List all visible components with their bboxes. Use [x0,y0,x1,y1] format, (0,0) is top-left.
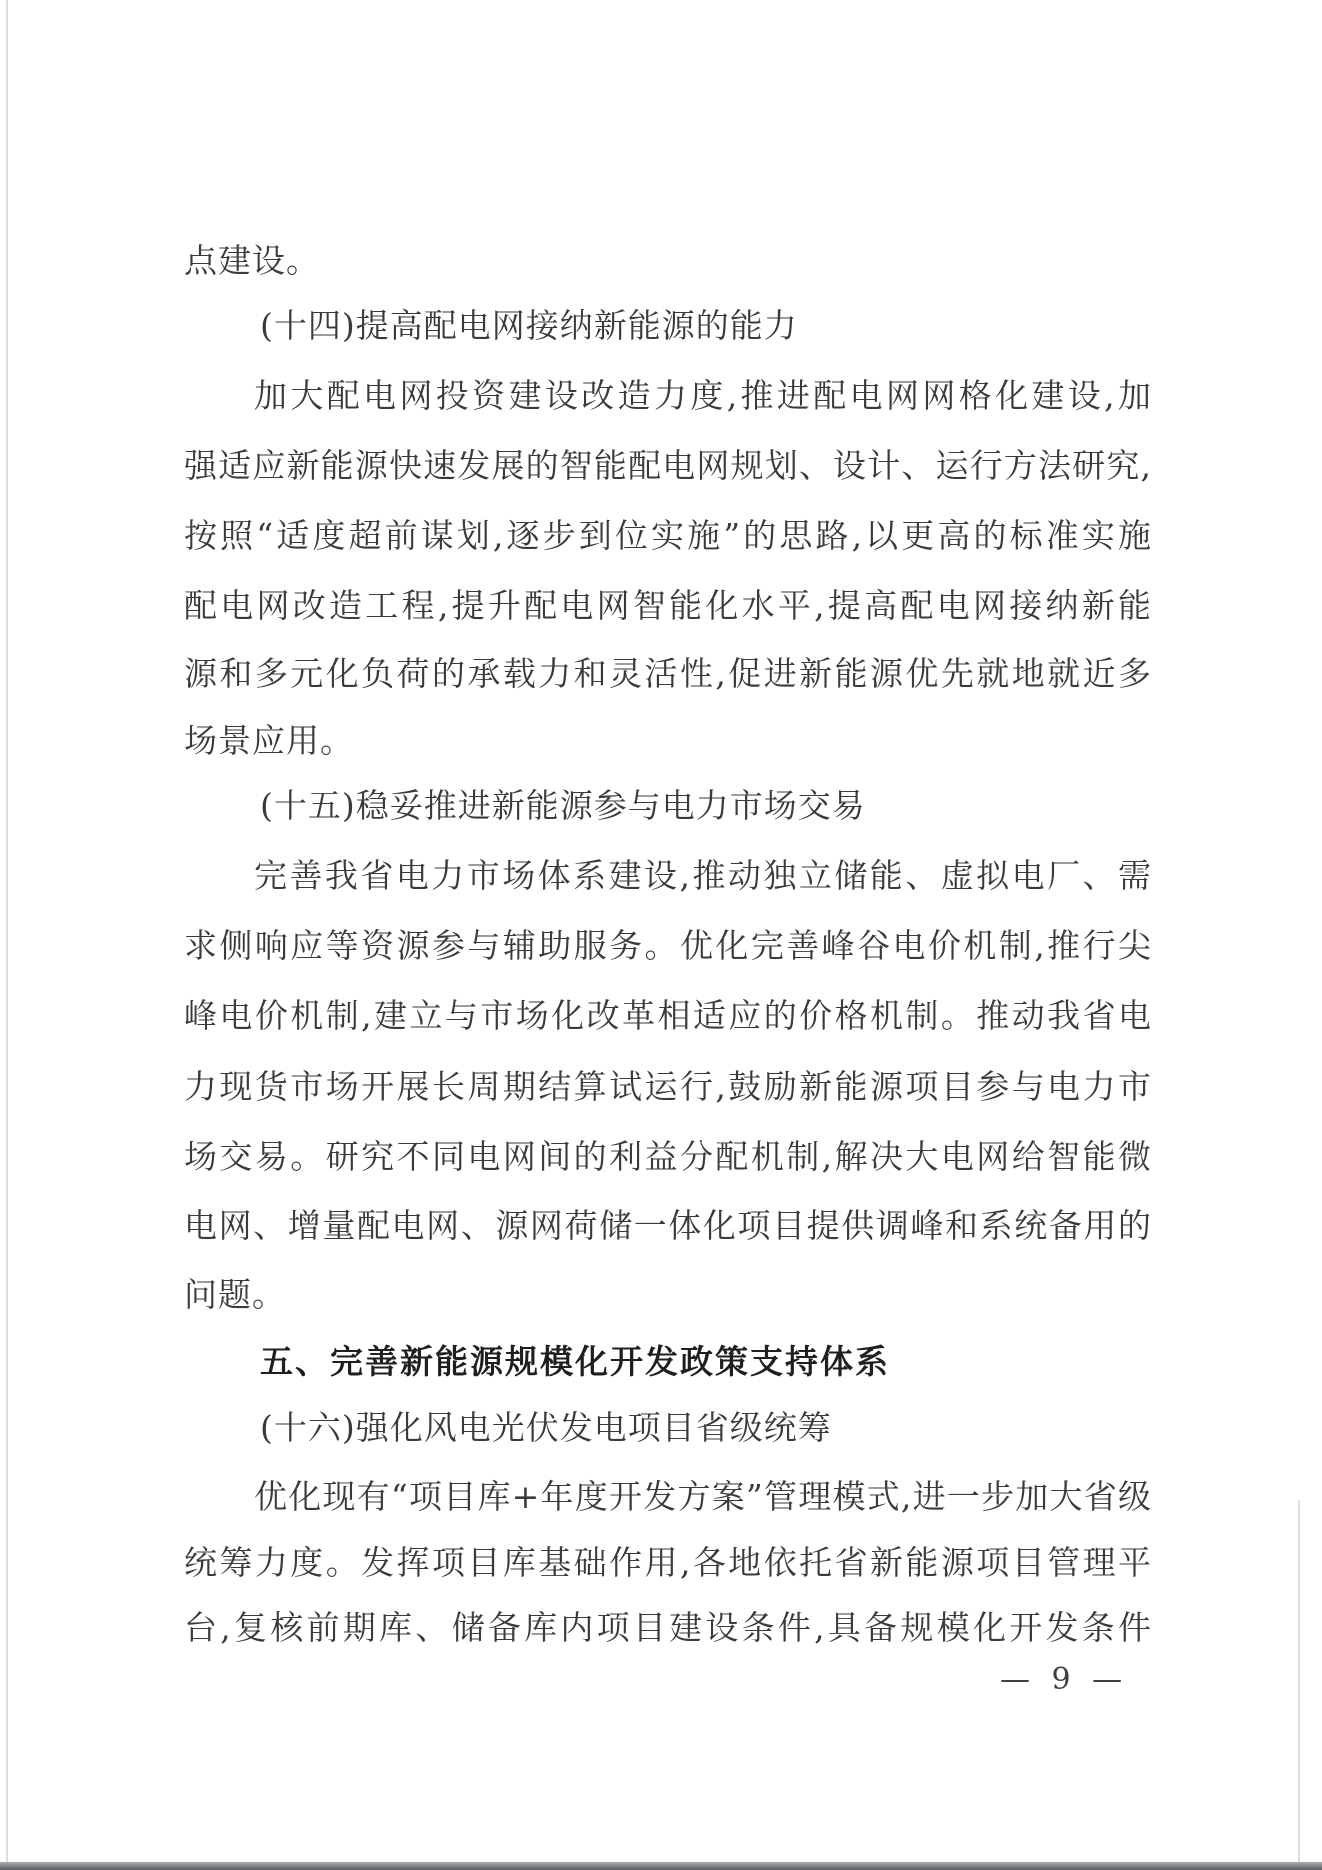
page-edge-right-artifact [1298,1500,1300,1862]
page-edge-left-artifact [6,0,8,1862]
doc-line: 完善我省电力市场体系建设,推动独立储能、虚拟电厂、需 [254,856,1152,895]
doc-line: 峰电价机制,建立与市场化改革相适应的价格机制。推动我省电 [184,996,1152,1035]
doc-line: 求侧响应等资源参与辅助服务。优化完善峰谷电价机制,推行尖 [184,926,1152,965]
doc-line: 统筹力度。发挥项目库基础作用,各地依托省新能源项目管理平 [184,1543,1152,1582]
doc-line: 场交易。研究不同电网间的利益分配机制,解决大电网给智能微 [184,1137,1152,1176]
page-number: — 9 — [1000,1662,1129,1697]
doc-line: 优化现有“项目库+年度开发方案”管理模式,进一步加大省级 [254,1477,1152,1516]
doc-line: 加大配电网投资建设改造力度,推进配电网网格化建设,加 [254,376,1152,415]
doc-line: 配电网改造工程,提升配电网智能化水平,提高配电网接纳新能 [184,586,1152,625]
doc-line: 源和多元化负荷的承载力和灵活性,促进新能源优先就地就近多 [184,654,1152,693]
section-heading-16: (十六)强化风电光伏发电项目省级统筹 [260,1408,832,1447]
doc-line: 按照“适度超前谋划,逐步到位实施”的思路,以更高的标准实施 [184,516,1152,555]
doc-line: 力现货市场开展长周期结算试运行,鼓励新能源项目参与电力市 [184,1067,1152,1106]
section-heading-14: (十四)提高配电网接纳新能源的能力 [260,306,798,345]
doc-line: 场景应用。 [184,721,354,760]
section-heading-15: (十五)稳妥推进新能源参与电力市场交易 [260,786,866,825]
page-edge-bottom-artifact [0,1862,1322,1870]
doc-line: 台,复核前期库、储备库内项目建设条件,具备规模化开发条件 [184,1608,1152,1647]
doc-line: 问题。 [184,1275,286,1314]
doc-line-closing: 点建设。 [184,241,320,280]
chapter-heading-5: 五、完善新能源规模化开发政策支持体系 [260,1343,890,1380]
doc-line: 强适应新能源快速发展的智能配电网规划、设计、运行方法研究, [184,446,1152,485]
doc-line: 电网、增量配电网、源网荷储一体化项目提供调峰和系统备用的 [184,1206,1152,1245]
